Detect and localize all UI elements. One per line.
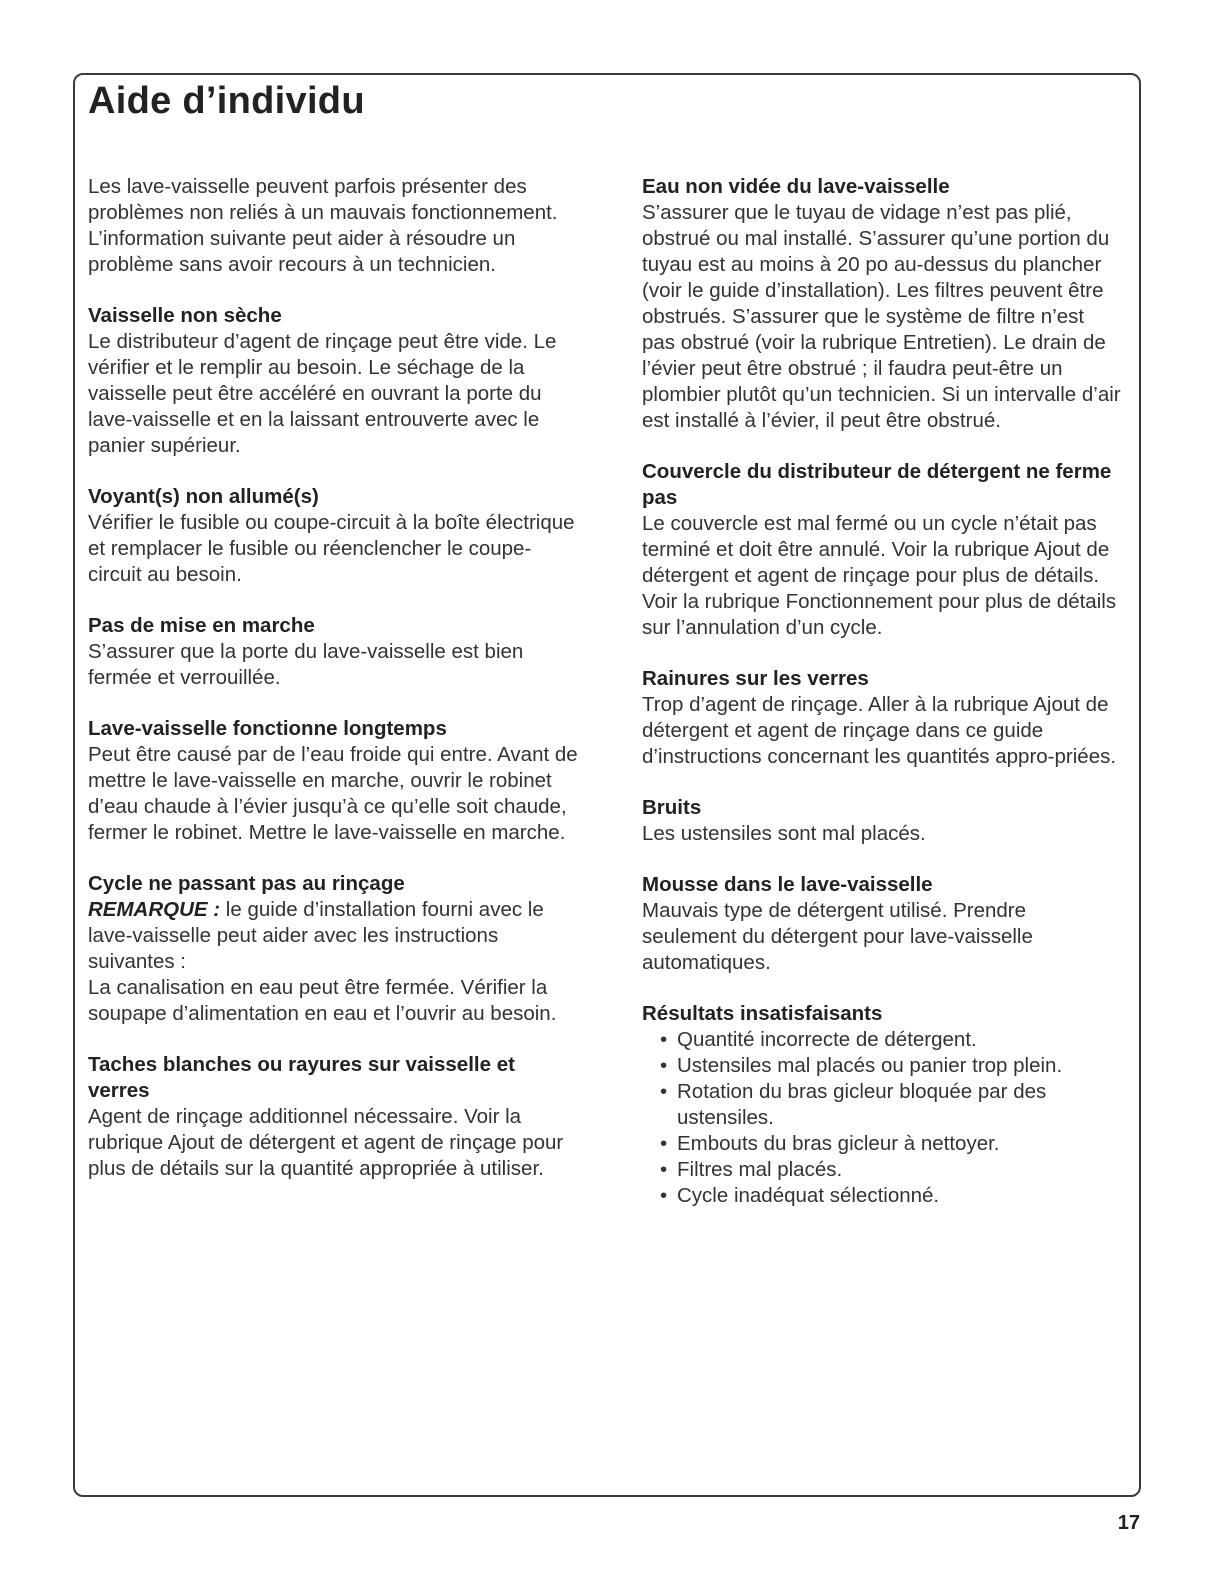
- section-heading: Taches blanches ou rayures sur vaisselle et verres: [88, 1053, 515, 1102]
- section-heading: Pas de mise en marche: [88, 614, 315, 637]
- bullet-icon: •: [660, 1028, 668, 1051]
- note-text: le guide d’installation fourni avec le lave-vaisselle peut aider avec les instructions suivantes :: [88, 898, 544, 973]
- left-column: [88, 174, 578, 1207]
- list-item-text: Filtres mal placés.: [677, 1158, 843, 1181]
- note-paragraph: [88, 897, 578, 975]
- section-bruits: [642, 795, 1122, 847]
- section-heading: Eau non vidée du lave-vaisselle: [642, 175, 950, 198]
- intro-section: [88, 174, 578, 278]
- section-fonctionne-longtemps: [88, 716, 578, 846]
- list-item-text: Quantité incorrecte de détergent.: [677, 1028, 977, 1051]
- list-item-text: Rotation du bras gicleur bloquée par des ustensiles.: [677, 1080, 1047, 1129]
- section-taches-blanches: [88, 1052, 578, 1182]
- section-text: Peut être causé par de l’eau froide qui entre. Avant de mettre le lave-vaisselle en marche, ouvrir le robinet d’eau chaude à l’évier jusqu’à ce qu’elle soit chaude, fermer le robinet. Mettre le lave-vaisselle en marche.: [88, 743, 578, 844]
- section-text: Trop d’agent de rinçage. Aller à la rubrique Ajout de détergent et agent de rinçage dans ce guide d’instructions concernant les quantités appro-priées.: [642, 693, 1117, 768]
- section-text: Vérifier le fusible ou coupe-circuit à la boîte électrique et remplacer le fusible ou réenclencher le coupe-circuit au besoin.: [88, 511, 575, 586]
- section-text: Le couvercle est mal fermé ou un cycle n’était pas terminé et doit être annulé. Voir la rubrique Ajout de détergent et agent de rinçage pour plus de détails. Voir la rubrique Fonctionnement pour plus de détails sur l’annulation d’un cycle.: [642, 512, 1117, 639]
- page-title: Aide d’individu: [88, 80, 365, 122]
- section-heading: Lave-vaisselle fonctionne longtemps: [88, 717, 447, 740]
- section-voyants-non-allumes: [88, 484, 578, 588]
- list-item-text: Embouts du bras gicleur à nettoyer.: [677, 1132, 1000, 1155]
- section-text: La canalisation en eau peut être fermée. Vérifier la soupape d’alimentation en eau et l’ouvrir au besoin.: [88, 976, 557, 1025]
- section-text: Mauvais type de détergent utilisé. Prendre seulement du détergent pour lave-vaisselle automatiques.: [642, 899, 1033, 974]
- section-heading: Voyant(s) non allumé(s): [88, 485, 319, 508]
- section-text: S’assurer que le tuyau de vidage n’est pas plié, obstrué ou mal installé. S’assurer qu’une portion du tuyau est au moins à 20 po au-dessus du plancher (voir le guide d’installation). Les filtres peuvent être obstrués. S’assurer que le système de filtre n’est pas obstrué (voir la rubrique Entretien). Le drain de l’évier peut être obstrué ; il faudra peut-être un plombier plutôt qu’un technicien. Si un intervalle d’air est installé à l’évier, il peut être obstrué.: [642, 201, 1121, 432]
- section-couvercle-distributeur: [642, 459, 1122, 641]
- list-item: [658, 1157, 1122, 1183]
- section-cycle-rincage: [88, 871, 578, 1027]
- section-vaisselle-non-seche: [88, 303, 578, 459]
- list-item: [658, 1027, 1122, 1053]
- list-item-text: Cycle inadéquat sélectionné.: [677, 1184, 940, 1207]
- list-item-text: Ustensiles mal placés ou panier trop plein.: [677, 1054, 1063, 1077]
- section-heading: Cycle ne passant pas au rinçage: [88, 872, 405, 895]
- bullet-list: [642, 1027, 1122, 1209]
- section-pas-de-mise-en-marche: [88, 613, 578, 691]
- section-text: S’assurer que la porte du lave-vaisselle est bien fermée et verrouillée.: [88, 640, 524, 689]
- section-heading: Bruits: [642, 796, 702, 819]
- section-heading: Mousse dans le lave-vaisselle: [642, 873, 933, 896]
- page-number: 17: [1117, 1512, 1140, 1534]
- section-eau-non-videe: [642, 174, 1122, 434]
- list-item: [658, 1079, 1122, 1131]
- bullet-icon: •: [660, 1158, 668, 1181]
- section-resultats-insatisfaisants: [642, 1001, 1122, 1209]
- bullet-icon: •: [660, 1184, 668, 1207]
- section-text: Les ustensiles sont mal placés.: [642, 822, 926, 845]
- bullet-icon: •: [660, 1054, 668, 1077]
- section-text: Le distributeur d’agent de rinçage peut être vide. Le vérifier et le remplir au besoin. Le séchage de la vaisselle peut être accéléré en ouvrant la porte du lave-vaisselle et en la laissant entrouverte avec le panier supérieur.: [88, 330, 557, 457]
- section-rainures-verres: [642, 666, 1122, 770]
- right-column: [642, 174, 1122, 1234]
- bullet-icon: •: [660, 1132, 668, 1155]
- section-heading: Vaisselle non sèche: [88, 304, 282, 327]
- intro-text: Les lave-vaisselle peuvent parfois présenter des problèmes non reliés à un mauvais fonctionnement. L’information suivante peut aider à résoudre un problème sans avoir recours à un technicien.: [88, 175, 558, 276]
- bullet-icon: •: [660, 1080, 668, 1103]
- section-heading: Résultats insatisfaisants: [642, 1002, 883, 1025]
- section-heading: Couvercle du distributeur de détergent ne ferme pas: [642, 460, 1112, 509]
- note-label: REMARQUE :: [88, 898, 221, 921]
- list-item: [658, 1183, 1122, 1209]
- section-text: Agent de rinçage additionnel nécessaire. Voir la rubrique Ajout de détergent et agent de rinçage pour plus de détails sur la quantité appropriée à utiliser.: [88, 1105, 564, 1180]
- list-item: [658, 1131, 1122, 1157]
- list-item: [658, 1053, 1122, 1079]
- section-mousse: [642, 872, 1122, 976]
- section-heading: Rainures sur les verres: [642, 667, 869, 690]
